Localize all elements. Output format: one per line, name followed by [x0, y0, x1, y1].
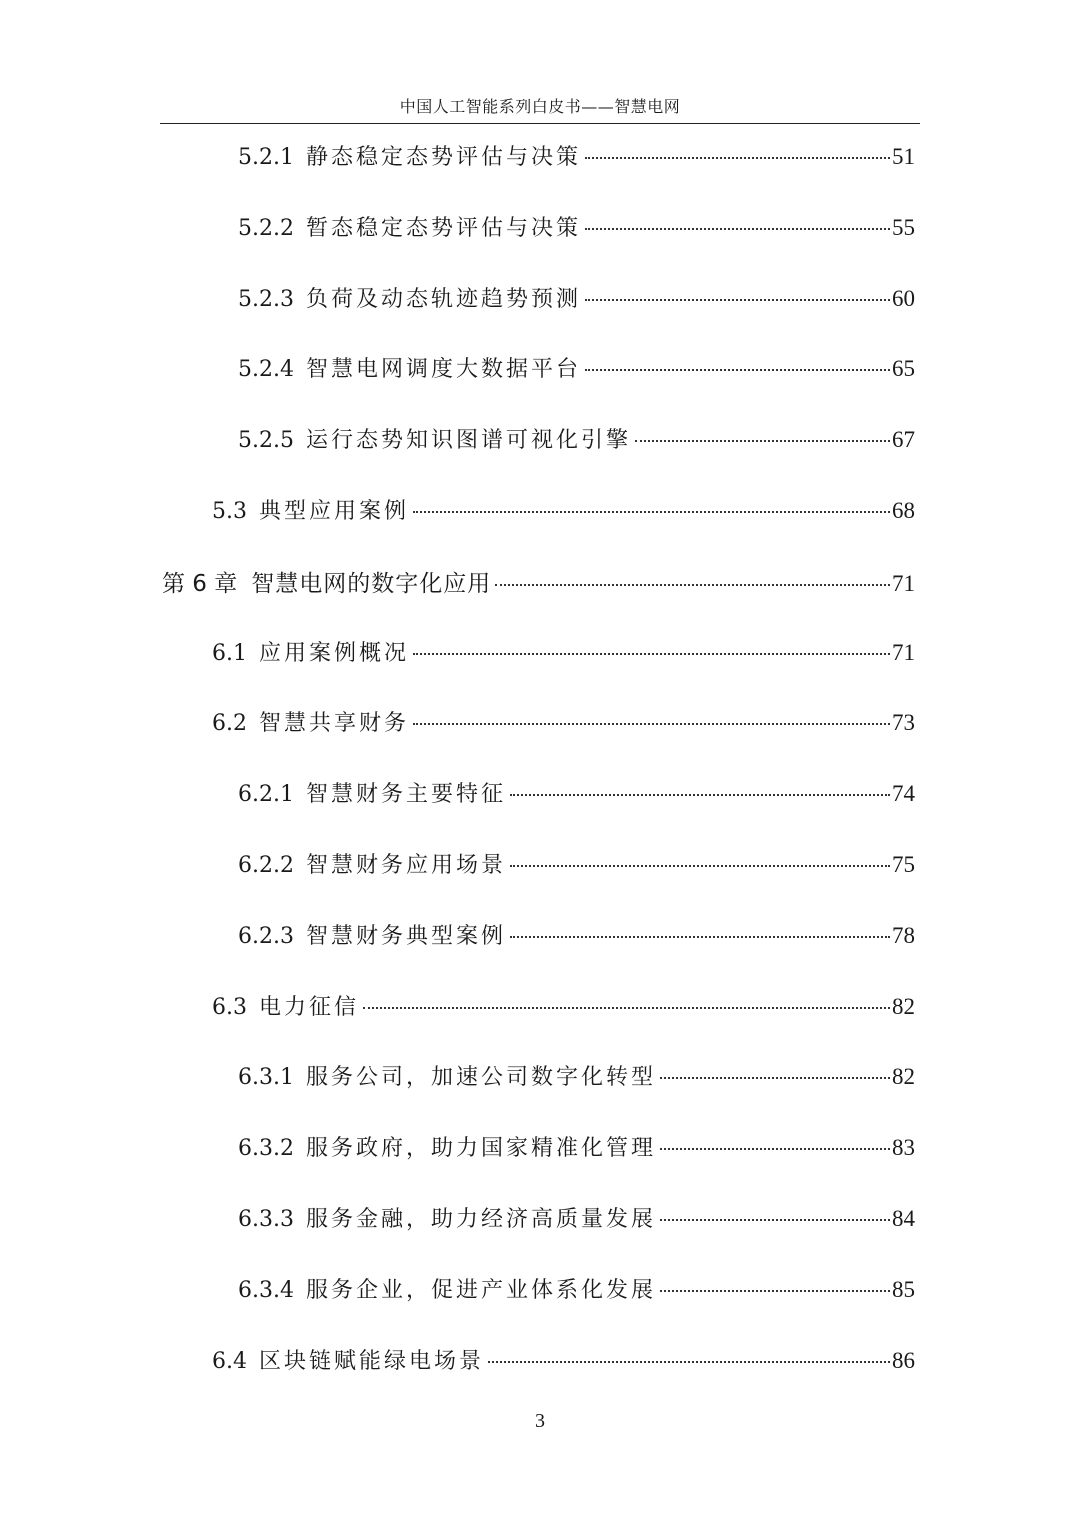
toc-entry-number: 6.1 [212, 641, 247, 666]
dot-leader [635, 440, 890, 442]
toc-entry[interactable] [238, 211, 915, 247]
toc-entry-title: 区块链赋能绿电场景 [259, 1349, 485, 1374]
toc-entry[interactable] [238, 777, 915, 813]
toc-entry[interactable] [238, 140, 915, 176]
toc-entry[interactable] [212, 990, 915, 1026]
toc-entry-page: 75 [892, 852, 915, 877]
toc-entry-number: 6.3.4 [238, 1278, 294, 1303]
dot-leader [585, 299, 890, 301]
dot-leader [413, 653, 890, 655]
toc-entry-number: 5.2.3 [238, 287, 294, 312]
toc-entry-title: 服务金融，助力经济高质量发展 [305, 1207, 656, 1232]
toc-entry-title: 运行态势知识图谱可视化引擎 [305, 428, 631, 453]
toc-entry-title: 服务企业，促进产业体系化发展 [305, 1278, 656, 1303]
toc-entry-page: 67 [892, 427, 915, 452]
dot-leader [488, 1361, 890, 1363]
toc-entry-page: 71 [892, 571, 915, 596]
toc-entry-title: 智慧电网的数字化应用 [251, 571, 492, 597]
dot-leader [660, 1219, 890, 1221]
toc-entry-page: 68 [892, 498, 915, 523]
toc-entry-page: 55 [892, 215, 915, 240]
dot-leader [510, 936, 890, 938]
toc-entry-number: 6.3.1 [238, 1065, 294, 1090]
toc-entry-page: 86 [892, 1348, 915, 1373]
toc-entry-number: 6.2.3 [238, 924, 294, 949]
toc-entry-page: 82 [892, 994, 915, 1019]
toc-entry-title: 静态稳定态势评估与决策 [305, 145, 581, 170]
toc-entry-number: 6.2 [212, 711, 247, 736]
toc-entry-number: 第 6 章 [162, 571, 238, 597]
toc-entry-number: 5.2.4 [238, 357, 294, 382]
toc-entry-number: 5.3 [212, 499, 247, 524]
dot-leader [660, 1290, 890, 1292]
toc-entry[interactable] [212, 636, 915, 672]
toc-entry-title: 负荷及动态轨迹趋势预测 [305, 287, 581, 312]
toc-entry[interactable] [212, 1344, 915, 1380]
dot-leader [660, 1077, 890, 1079]
dot-leader [413, 723, 890, 725]
toc-entry-number: 5.2.2 [238, 216, 294, 241]
toc-entry[interactable] [238, 1060, 915, 1096]
toc-entry-title: 智慧财务主要特征 [305, 782, 506, 807]
toc-entry-number: 5.2.5 [238, 428, 294, 453]
toc-entry-title: 智慧共享财务 [259, 711, 410, 736]
toc-entry-page: 74 [892, 781, 915, 806]
toc-entry-page: 65 [892, 356, 915, 381]
dot-leader [585, 157, 890, 159]
toc-entry-page: 85 [892, 1277, 915, 1302]
toc-entry-title: 智慧财务典型案例 [305, 924, 506, 949]
toc-entry[interactable] [238, 848, 915, 884]
toc-entry-number: 6.3.2 [238, 1136, 294, 1161]
dot-leader [363, 1007, 890, 1009]
toc-entry-title: 服务政府，助力国家精准化管理 [305, 1136, 656, 1161]
toc-entry-title: 典型应用案例 [259, 499, 410, 524]
toc-entry-page: 51 [892, 144, 915, 169]
toc-entry-page: 78 [892, 923, 915, 948]
dot-leader [413, 511, 890, 513]
toc-entry[interactable] [238, 423, 915, 459]
toc-entry-title: 电力征信 [259, 995, 360, 1020]
toc-entry-page: 83 [892, 1135, 915, 1160]
toc-entry[interactable] [238, 1131, 915, 1167]
toc-entry[interactable] [238, 1202, 915, 1238]
dot-leader [495, 584, 890, 586]
dot-leader [585, 369, 890, 371]
toc-entry-number: 6.2.1 [238, 782, 294, 807]
toc-entry-page: 73 [892, 710, 915, 735]
page-number: 3 [535, 1410, 545, 1432]
toc-entry-page: 82 [892, 1064, 915, 1089]
toc-entry-number: 5.2.1 [238, 145, 294, 170]
dot-leader [660, 1148, 890, 1150]
toc-entry-number: 6.2.2 [238, 853, 294, 878]
dot-leader [585, 228, 890, 230]
toc-entry[interactable] [238, 919, 915, 955]
toc-entry-page: 60 [892, 286, 915, 311]
toc-entry-number: 6.4 [212, 1349, 247, 1374]
toc-entry[interactable] [162, 565, 915, 601]
toc-entry-title: 应用案例概况 [259, 641, 410, 666]
toc-entry[interactable] [212, 706, 915, 742]
toc-entry[interactable] [238, 352, 915, 388]
dot-leader [510, 865, 890, 867]
toc-entry-title: 服务公司，加速公司数字化转型 [305, 1065, 656, 1090]
toc-entry-title: 暂态稳定态势评估与决策 [305, 216, 581, 241]
running-header: 中国人工智能系列白皮书——智慧电网 [399, 97, 681, 116]
toc-entry-number: 6.3.3 [238, 1207, 294, 1232]
toc-entry-page: 84 [892, 1206, 915, 1231]
toc-entry[interactable] [238, 282, 915, 318]
toc-entry-number: 6.3 [212, 995, 247, 1020]
dot-leader [510, 794, 890, 796]
toc-entry[interactable] [212, 494, 915, 530]
toc-entry-title: 智慧电网调度大数据平台 [305, 357, 581, 382]
toc-entry[interactable] [238, 1273, 915, 1309]
toc-entry-title: 智慧财务应用场景 [305, 853, 506, 878]
toc-entry-page: 71 [892, 640, 915, 665]
